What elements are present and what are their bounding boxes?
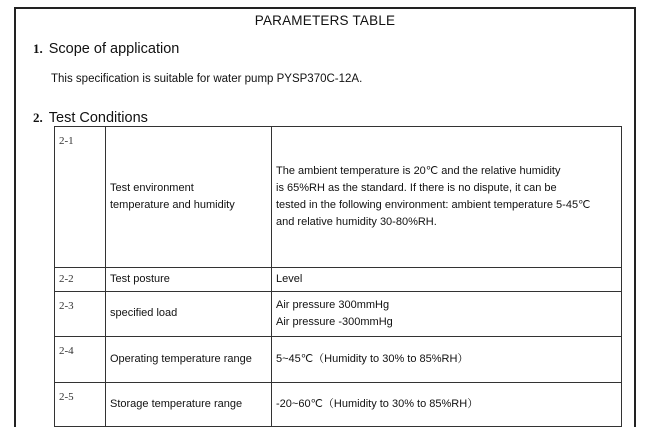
row-number: 2-2 [55,268,106,292]
item-line: Storage temperature range [110,397,243,410]
value-line: Level [276,272,303,285]
row-item [106,127,272,268]
row-item [106,383,272,427]
value-line: -20~60℃（Humidity to 30% to 85%RH） [276,397,479,410]
row-value [272,127,622,268]
scope-description: This specification is suitable for water pump PYSP370C-12A. [51,73,363,85]
section-title: Scope of application [48,41,180,57]
row-value [272,292,622,337]
value-line: The ambient temperature is 20℃ and the relative humidity [276,164,561,177]
value-line: and relative humidity 30-80%RH. [276,216,437,229]
item-line: Test environment [110,181,194,194]
row-number: 2-5 [55,383,106,427]
table-row [55,127,622,268]
section-number: 1. [33,41,43,56]
item-line: temperature and humidity [110,199,235,211]
table-row [55,383,622,427]
value-line: tested in the following environment: ambient temperature 5-45℃ [276,199,591,211]
row-number: 2-1 [55,127,106,268]
table-row [55,292,622,337]
row-number: 2-4 [55,337,106,383]
row-value [272,268,622,292]
table-row [55,268,622,292]
row-item [106,268,272,292]
section-number: 2. [33,110,43,125]
value-line: 5~45℃（Humidity to 30% to 85%RH） [276,352,469,365]
section-title: Test Conditions [48,110,148,126]
table-row [55,337,622,383]
row-item [106,292,272,337]
item-line: specified load [110,307,178,320]
row-value [272,337,622,383]
value-line: Air pressure -300mmHg [276,316,393,328]
row-item [106,337,272,383]
value-line: is 65%RH as the standard. If there is no dispute, it can be [276,181,557,194]
section-heading-test-conditions [33,110,148,126]
parameters-table [54,126,622,427]
item-line: Test posture [110,272,170,285]
item-line: Operating temperature range [110,352,252,365]
page-title: PARAMETERS TABLE [254,13,396,28]
row-value [272,383,622,427]
row-number: 2-3 [55,292,106,337]
value-line: Air pressure 300mmHg [276,298,390,311]
section-heading-scope [33,41,179,57]
